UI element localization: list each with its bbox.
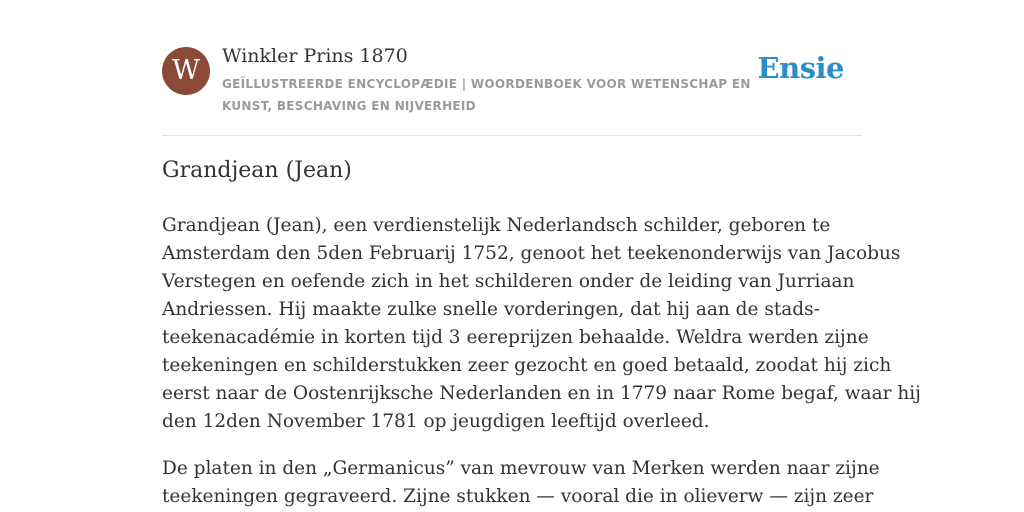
paragraph-line: eerst naar de Oostenrijksche Nederlanden en in 1779 naar Rome begaf, waar hij	[162, 383, 921, 404]
source-avatar[interactable]: W	[162, 47, 210, 95]
paragraph-line: Amsterdam den 5den Februarij 1752, genoot het teekenonderwijs van Jacobus	[162, 243, 901, 264]
paragraph-line: den 12den November 1781 op jeugdigen leeftijd overleed.	[162, 411, 710, 432]
entry-paragraph	[162, 212, 921, 436]
paragraph-line: teekeningen gegraveerd. Zijne stukken — vooral die in olieverw — zijn zeer	[162, 486, 874, 507]
paragraph-line: teekenacadémie in korten tijd 3 eereprijzen behaalde. Weldra werden zijne	[162, 327, 869, 348]
paragraph-line: Andriessen. Hij maakte zulke snelle vorderingen, dat hij aan de stads-	[162, 299, 820, 320]
ensie-logo-link[interactable]: Ensie	[757, 51, 844, 85]
entry-body	[162, 212, 921, 512]
source-subtitle: GEÏLLUSTREERDE ENCYCLOPÆDIE | WOORDENBOEK VOOR WETENSCHAP EN KUNST, BESCHAVING EN NIJVERHEID	[222, 77, 751, 113]
paragraph-line: De platen in den „Germanicus” van mevrouw van Merken werden naar zijne	[162, 458, 880, 479]
paragraph-line: teekeningen en schilderstukken zeer gezocht en goed betaald, zoodat hij zich	[162, 355, 892, 376]
entry-paragraph	[162, 455, 882, 511]
site-header	[162, 44, 862, 136]
source-title-link[interactable]: Winkler Prins 1870	[222, 45, 408, 67]
paragraph-line: Verstegen en oefende zich in het schilderen onder de leiding van Jurriaan	[162, 271, 855, 292]
paragraph-line: Grandjean (Jean), een verdienstelijk Nederlandsch schilder, geboren te	[162, 215, 831, 236]
entry-title: Grandjean (Jean)	[162, 158, 352, 183]
